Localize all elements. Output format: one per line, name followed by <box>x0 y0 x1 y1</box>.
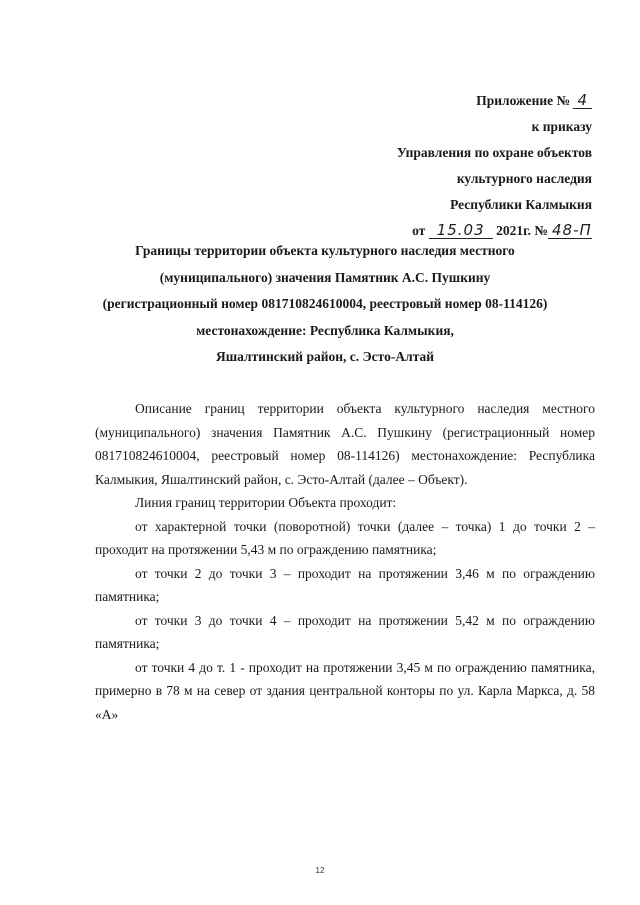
body-paragraph: Описание границ территории объекта культурного наследия местного (муниципального) значения Памятник А.С. Пушкину (регистрационный номер 081710824610004, реестровый номер 08-114126) местонахождение: Республика Калмыкия, Яшалтинский район, с. Эсто-Алтай (далее – Объект). <box>95 401 595 487</box>
body-paragraph: от точки 4 до т. 1 - проходит на протяжении 3,45 м по ограждению памятника, примерно в 78 м на север от здания центральной конторы по ул. Карла Маркса, д. 58 «А» <box>95 659 595 722</box>
body-paragraph: Линия границ территории Объекта проходит: <box>135 495 397 510</box>
order-year: 2021г. № <box>496 223 548 238</box>
document-body <box>95 397 595 726</box>
header-line-5: Республики Калмыкия <box>450 197 592 212</box>
document-title <box>90 238 560 371</box>
header-line-4: культурного наследия <box>456 171 592 186</box>
appendix-header <box>292 88 592 244</box>
header-line-2: к приказу <box>531 119 592 134</box>
body-paragraph: от характерной точки (поворотной) точки (далее – точка) 1 до точки 2 – проходит на протяжении 5,43 м по ограждению памятника; <box>95 518 595 557</box>
order-number: 48-П <box>548 222 592 239</box>
appendix-prefix: Приложение № <box>476 93 571 108</box>
title-line: (муниципального) значения Памятник А.С. Пушкину <box>159 269 491 285</box>
date-prefix: от <box>412 223 426 238</box>
appendix-line <box>292 88 592 114</box>
page-number: 12 <box>315 866 325 875</box>
title-line: местонахождение: Республика Калмыкия, <box>196 322 454 338</box>
title-line: Яшалтинский район, с. Эсто-Алтай <box>215 349 435 364</box>
order-date: 15.03 <box>429 222 493 239</box>
header-line-3: Управления по охране объектов <box>396 145 592 160</box>
body-paragraph: от точки 3 до точки 4 – проходит на протяжении 5,42 м по ограждению памятника; <box>95 612 595 651</box>
body-paragraph: от точки 2 до точки 3 – проходит на протяжении 3,46 м по ограждению памятника; <box>95 565 595 604</box>
appendix-number: 4 <box>573 92 592 109</box>
title-line: Границы территории объекта культурного наследия местного <box>135 243 515 258</box>
title-line: (регистрационный номер 081710824610004, реестровый номер 08-114126) <box>102 296 548 311</box>
